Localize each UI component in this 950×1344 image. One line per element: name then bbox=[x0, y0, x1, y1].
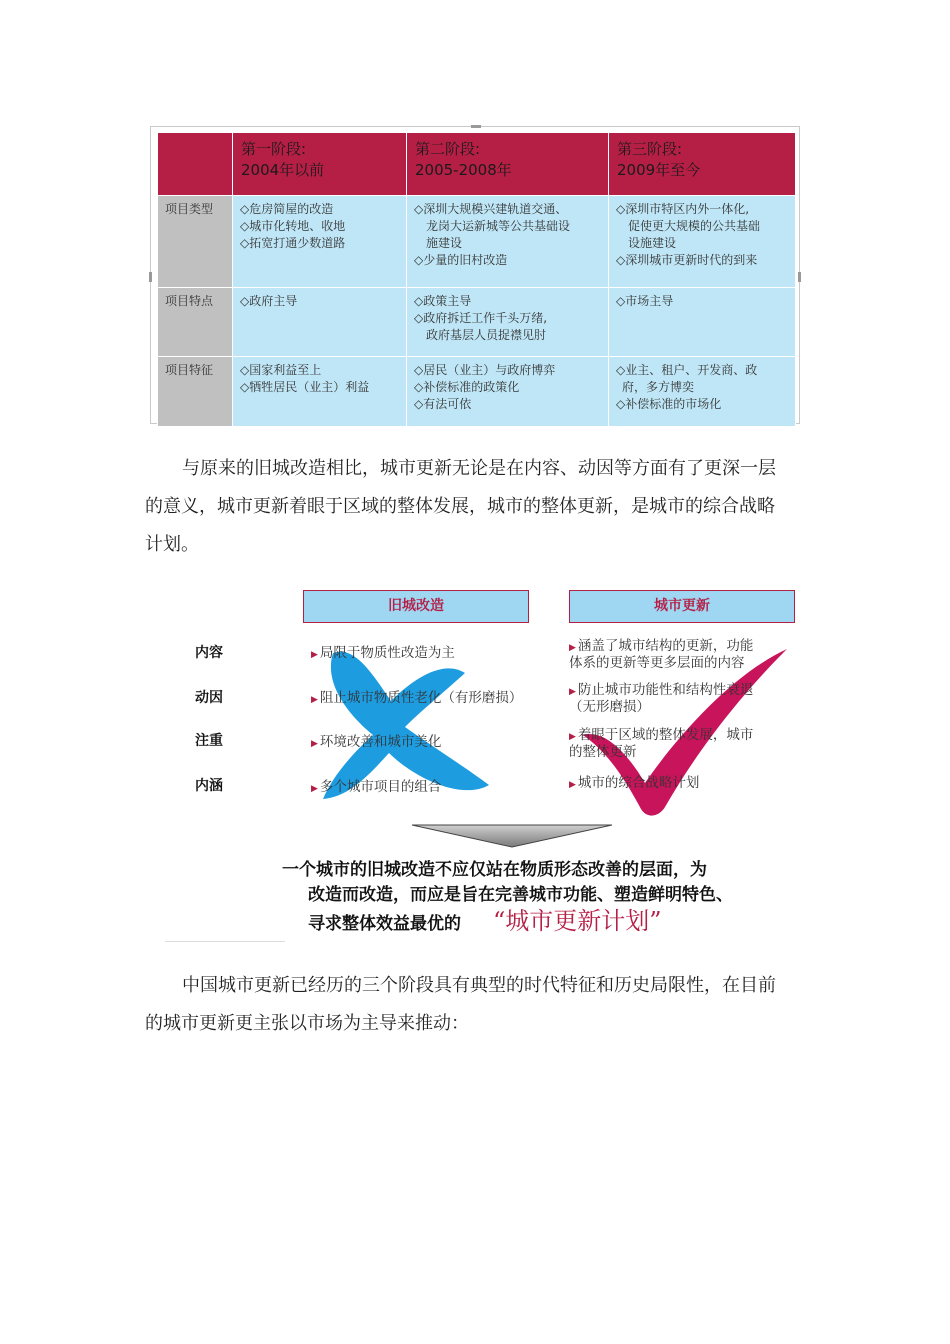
table-row bbox=[158, 357, 796, 427]
paragraph-line: 与原来的旧城改造相比，城市更新无论是在内容、动因等方面有了更深一层 bbox=[182, 458, 776, 479]
list-item bbox=[311, 646, 455, 663]
table-header-row bbox=[158, 133, 796, 196]
item-text: （无形磨损） bbox=[569, 699, 650, 715]
bullet-triangle-icon: ▶ bbox=[311, 695, 318, 705]
bullet-triangle-icon: ▶ bbox=[311, 784, 318, 794]
conclusion-highlight: “城市更新计划” bbox=[493, 907, 662, 935]
cell-line: ◇深圳城市更新时代的到来 bbox=[616, 253, 758, 267]
table-cell bbox=[609, 196, 796, 288]
stage-table bbox=[157, 132, 796, 427]
stage-1-period: 2004年以前 bbox=[241, 161, 325, 179]
item-text: 阻止城市物质性老化（有形磨损） bbox=[319, 690, 523, 706]
table-cell bbox=[233, 196, 407, 288]
table-cell bbox=[233, 357, 407, 427]
paragraph-line: 的意义，城市更新着眼于区域的整体发展，城市的整体更新，是城市的综合战略 bbox=[145, 496, 775, 517]
cell-line: ◇危房简屋的改造 bbox=[240, 202, 334, 216]
item-text: 着眼于区域的整体发展，城市 bbox=[577, 727, 754, 743]
item-text: 涵盖了城市结构的更新，功能 bbox=[577, 638, 754, 654]
down-arrow-icon bbox=[411, 824, 613, 848]
cell-line: ◇政策主导 bbox=[414, 294, 472, 308]
conclusion-line: 寻求整体效益最优的 bbox=[308, 914, 461, 934]
item-text: 环境改善和城市美化 bbox=[319, 734, 442, 750]
cell-line: ◇业主、租户、开发商、政 bbox=[616, 363, 758, 377]
item-text: 体系的更新等更多层面的内容 bbox=[569, 655, 745, 671]
stage-3-period: 2009年至今 bbox=[617, 161, 701, 179]
bullet-triangle-icon: ▶ bbox=[569, 780, 576, 790]
stage-2-header bbox=[407, 133, 609, 196]
bullet-triangle-icon: ▶ bbox=[569, 687, 576, 697]
table-cell bbox=[407, 288, 609, 357]
cell-line: ◇城市化转地、收地 bbox=[240, 219, 346, 233]
cell-line: ◇政府拆迁工作千头万绪, bbox=[414, 311, 548, 325]
row-label-project-type: 项目类型 bbox=[158, 196, 233, 288]
resize-handle-right[interactable] bbox=[798, 272, 801, 282]
stage-1-title: 第一阶段: bbox=[241, 140, 307, 158]
bullet-triangle-icon: ▶ bbox=[569, 643, 576, 653]
cell-line: ◇补偿标准的市场化 bbox=[616, 397, 722, 411]
resize-handle-left[interactable] bbox=[149, 272, 152, 282]
table-cell bbox=[233, 288, 407, 357]
old-city-renovation-header: 旧城改造 bbox=[303, 590, 529, 623]
cell-line: ◇居民（业主）与政府博弈 bbox=[414, 363, 556, 377]
table-cell bbox=[407, 357, 609, 427]
row-label-project-feature: 项目特征 bbox=[158, 357, 233, 427]
bullet-triangle-icon: ▶ bbox=[311, 739, 318, 749]
cell-line: ◇拓宽打通少数道路 bbox=[240, 236, 346, 250]
item-text: 的整体更新 bbox=[569, 744, 637, 760]
cell-line: 龙岗大运新城等公共基础设 bbox=[426, 219, 571, 233]
item-text: 局限于物质性改造为主 bbox=[319, 645, 455, 661]
conclusion-line: 一个城市的旧城改造不应仅站在物质形态改善的层面，为 bbox=[282, 860, 707, 880]
row-label-focus: 注重 bbox=[195, 733, 223, 749]
cell-line: 施建设 bbox=[426, 236, 463, 250]
cell-line: 政府基层人员捉襟见肘 bbox=[426, 328, 547, 342]
item-text: 多个城市项目的组合 bbox=[319, 779, 442, 795]
item-text: 城市的综合战略计划 bbox=[577, 775, 700, 791]
paragraph-line: 计划。 bbox=[145, 534, 199, 555]
bullet-triangle-icon: ▶ bbox=[569, 732, 576, 742]
cell-line: ◇牺牲居民（业主）利益 bbox=[240, 380, 370, 394]
row-label-motive: 动因 bbox=[195, 690, 223, 706]
cell-line: ◇市场主导 bbox=[616, 294, 674, 308]
list-item bbox=[569, 683, 753, 715]
stage-3-header bbox=[609, 133, 796, 196]
table-cell bbox=[609, 288, 796, 357]
cell-line: ◇补偿标准的政策化 bbox=[414, 380, 520, 394]
list-item bbox=[569, 728, 753, 760]
row-label-content: 内容 bbox=[195, 645, 223, 661]
cell-line: ◇政府主导 bbox=[240, 294, 298, 308]
stage-1-header bbox=[233, 133, 407, 196]
stage-3-title: 第三阶段: bbox=[617, 140, 683, 158]
stage-2-title: 第二阶段: bbox=[415, 140, 481, 158]
paragraph-line: 的城市更新更主张以市场为主导来推动： bbox=[145, 1013, 469, 1034]
cell-line: ◇深圳市特区内外一体化, bbox=[616, 202, 750, 216]
bullet-triangle-icon: ▶ bbox=[311, 650, 318, 660]
conclusion-line: 改造而改造，而应是旨在完善城市功能、塑造鲜明特色、 bbox=[308, 885, 733, 905]
list-item bbox=[569, 776, 699, 793]
table-cell bbox=[407, 196, 609, 288]
table-cell bbox=[609, 357, 796, 427]
item-text: 防止城市功能性和结构性衰退 bbox=[577, 682, 754, 698]
cell-line: ◇有法可依 bbox=[414, 397, 472, 411]
list-item bbox=[569, 639, 753, 671]
table-corner-cell bbox=[158, 133, 233, 196]
comparison-diagram bbox=[165, 585, 805, 945]
cell-line: ◇国家利益至上 bbox=[240, 363, 322, 377]
stage-table-frame bbox=[150, 126, 800, 424]
table-row bbox=[158, 288, 796, 357]
row-label-project-trait: 项目特点 bbox=[158, 288, 233, 357]
resize-handle-top[interactable] bbox=[471, 125, 481, 128]
table-row bbox=[158, 196, 796, 288]
paragraph-line: 中国城市更新已经历的三个阶段具有典型的时代特征和历史局限性，在目前 bbox=[182, 975, 776, 996]
cell-line: ◇深圳大规模兴建轨道交通、 bbox=[414, 202, 568, 216]
list-item bbox=[311, 780, 441, 797]
cell-line: 设施建设 bbox=[628, 236, 677, 250]
divider bbox=[165, 941, 285, 942]
cell-line: 促使更大规模的公共基础 bbox=[628, 219, 761, 233]
paragraph-comparison bbox=[145, 450, 807, 564]
paragraph-three-stages bbox=[145, 967, 807, 1043]
stage-2-period: 2005-2008年 bbox=[415, 161, 512, 179]
urban-renewal-header: 城市更新 bbox=[569, 590, 795, 623]
list-item bbox=[311, 691, 522, 708]
cell-line: ◇少量的旧村改造 bbox=[414, 253, 508, 267]
row-label-connotation: 内涵 bbox=[195, 778, 223, 794]
cell-line: 府，多方博奕 bbox=[622, 380, 695, 394]
list-item bbox=[311, 735, 441, 752]
